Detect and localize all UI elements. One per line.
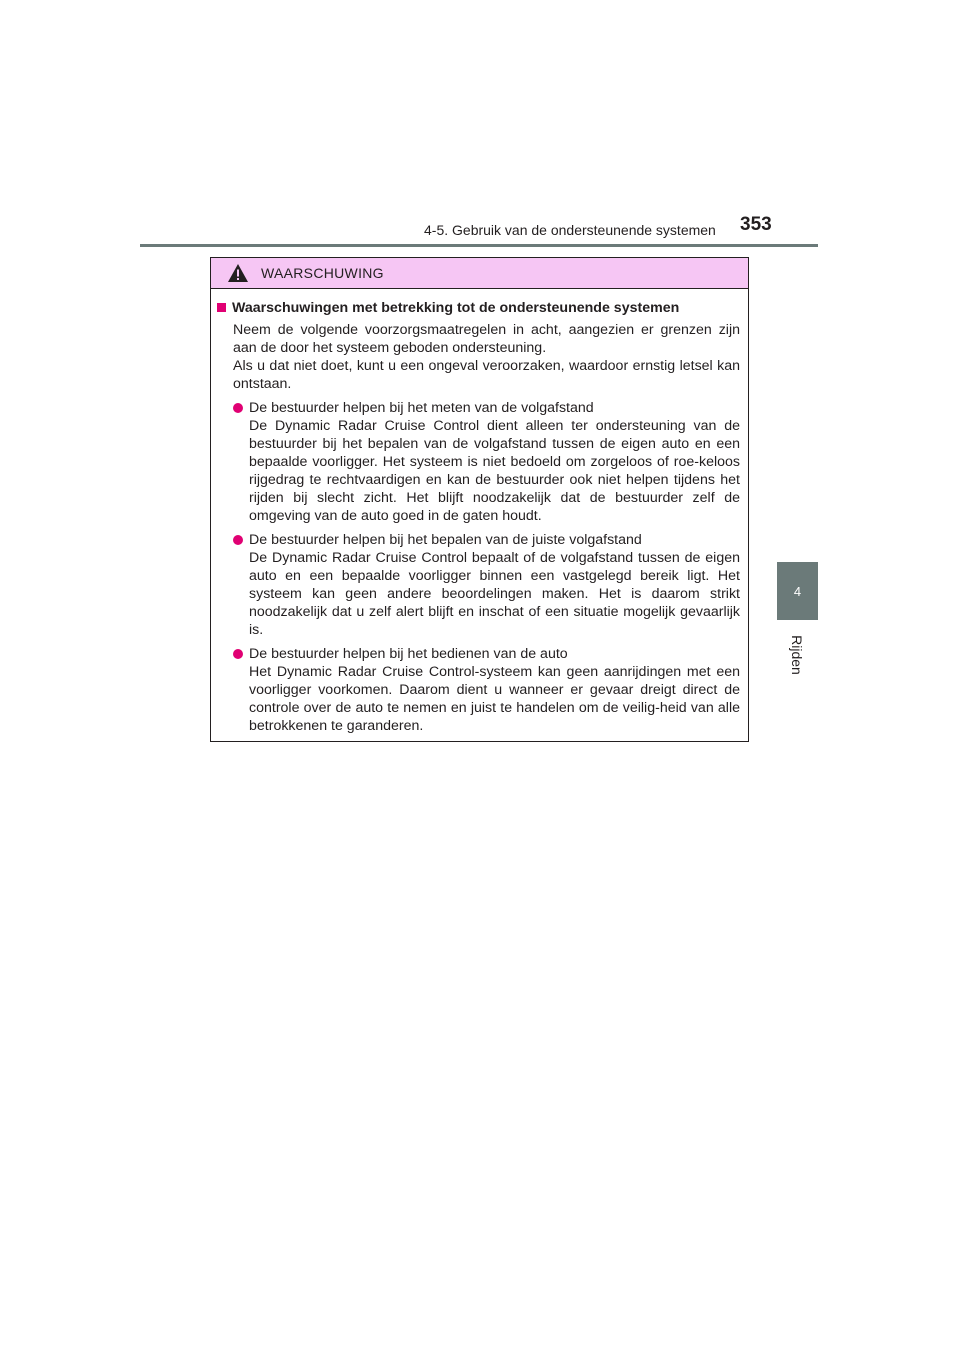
list-item xyxy=(217,531,742,639)
section-title: 4-5. Gebruik van de ondersteunende systemen xyxy=(424,222,716,238)
warning-heading xyxy=(217,299,742,317)
intro-paragraph: Als u dat niet doet, kunt u een ongeval veroorzaken, waardoor ernstig letsel kan ontstaan. xyxy=(233,358,740,392)
list-item xyxy=(217,399,742,525)
item-title: De bestuurder helpen bij het meten van de volgafstand xyxy=(249,400,594,416)
list-item xyxy=(217,645,742,735)
warning-heading-text: Waarschuwingen met betrekking tot de ondersteunende systemen xyxy=(232,300,680,316)
intro-paragraph: Neem de volgende voorzorgsmaatregelen in acht, aangezien er grenzen zijn aan de door het systeem geboden ondersteuning. xyxy=(233,322,740,356)
warning-title: WAARSCHUWING xyxy=(261,265,384,281)
chapter-tab[interactable] xyxy=(777,562,818,620)
round-bullet-icon xyxy=(233,649,243,659)
page-number: 353 xyxy=(740,214,772,235)
item-title: De bestuurder helpen bij het bedienen van de auto xyxy=(249,646,568,662)
warning-header xyxy=(211,258,748,289)
round-bullet-icon xyxy=(233,535,243,545)
square-bullet-icon xyxy=(217,303,226,312)
chapter-label: Rijden xyxy=(789,635,805,675)
warning-body xyxy=(211,289,748,735)
item-text: Het Dynamic Radar Cruise Control-systeem kan geen aanrijdingen met een voorligger voorkomen. Daarom dient u wanneer er gevaar dreigt direct de controle over de auto te nemen en juist te handelen om de veilig-heid van alle betrokkenen te garanderen. xyxy=(249,664,740,734)
item-text: De Dynamic Radar Cruise Control dient alleen ter ondersteuning van de bestuurder bij het bepalen van de volgafstand tussen de eigen auto en een bepaalde voorligger. Het systeem is niet bedoeld om zorgeloos of roe-keloos rijgedrag te rechtvaardigen en kan de bestuurder ook niet helpen tijdens het rijden bij slecht zicht. Het blijft noodzakelijk dat de bestuurder zelf de omgeving van de auto goed in de gaten houdt. xyxy=(249,418,740,524)
warning-triangle-icon xyxy=(227,263,249,283)
warning-box xyxy=(210,257,749,742)
warning-intro xyxy=(233,321,740,393)
item-title: De bestuurder helpen bij het bepalen van de juiste volgafstand xyxy=(249,532,642,548)
chapter-number: 4 xyxy=(793,583,802,599)
item-text: De Dynamic Radar Cruise Control bepaalt of de volgafstand tussen de eigen auto en een bepaalde voorligger binnen een vastgelegd bereik ligt. Het systeem kan geen andere beoordelingen maken. Het is daarom strikt noodzakelijk dat u zelf alert blijft en inschat of een situatie mogelijk gevaarlijk is. xyxy=(249,550,740,638)
round-bullet-icon xyxy=(233,403,243,413)
header-rule xyxy=(140,244,818,247)
